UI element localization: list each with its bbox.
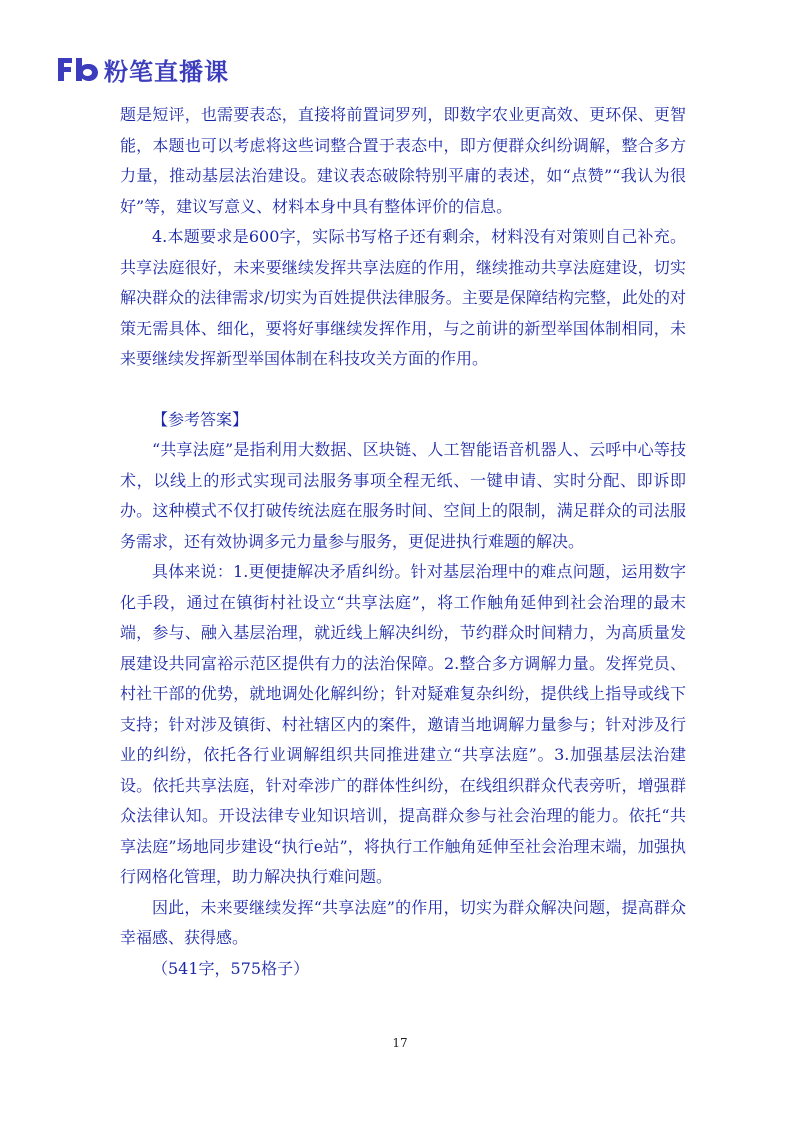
fenbi-logo-icon [56,54,100,84]
paragraph-analysis-point-4: 4.本题要求是600字，实际书写格子还有剩余，材料没有对策则自己补充。共享法庭很好，未来要继续发挥共享法庭的作用，继续推动共享法庭建设，切实解决群众的法律需求/切实为百姓提供法律服务。主要是保障结构完整，此处的对策无需具体、细化，要将好事继续发挥作用，与之前讲的新型举国体制相同，未来要继续发挥新型举国体制在科技攻关方面的作用。 [120,227,686,368]
reference-answer-heading: 【参考答案】 [152,409,249,429]
page-header [56,52,229,86]
answer-paragraph-details: 具体来说：1.更便捷解决矛盾纠纷。针对基层治理中的难点问题，运用数字化手段，通过在镇街村社设立“共享法庭”，将工作触角延伸到社会治理的最末端，参与、融入基层治理，就近线上解决纠纷，节约群众时间精力，为高质量发展建设共同富裕示范区提供有力的法治保障。2.整合多方调解力量。发挥党员、村社干部的优势，就地调处化解纠纷；针对疑难复杂纠纷，提供线上指导或线下支持；针对涉及镇街、村社辖区内的案件，邀请当地调解力量参与；针对涉及行业的纠纷，依托各行业调解组织共同推进建立“共享法庭”。3.加强基层法治建设。依托共享法庭，针对牵涉广的群体性纠纷，在线组织群众代表旁听，增强群众法律认知。开设法律专业知识培训，提高群众参与社会治理的能力。依托“共享法庭”场地同步建设“执行e站”，将执行工作触角延伸至社会治理末端，加强执行网格化管理，助力解决执行难问题。 [120,562,686,886]
brand-name: 粉笔直播课 [104,57,229,86]
word-count-note: （541字，575格子） [152,958,310,978]
spacer [120,375,686,405]
answer-paragraph-definition: “共享法庭”是指利用大数据、区块链、人工智能语音机器人、云呼中心等技术，以线上的形式实现司法服务事项全程无纸、一键申请、实时分配、即诉即办。这种模式不仅打破传统法庭在服务时间、空间上的限制，满足群众的司法服务需求，还有效协调多元力量参与服务，更促进执行难题的解决。 [120,440,686,551]
answer-paragraph-conclusion: 因此，未来要继续发挥“共享法庭”的作用，切实为群众解决问题，提高群众幸福感、获得感。 [120,897,686,947]
page-number: 17 [392,1036,408,1050]
paragraph-analysis-continued: 题是短评，也需要表态，直接将前置词罗列，即数字农业更高效、更环保、更智能，本题也可以考虑将这些词整合置于表态中，即方便群众纠纷调解，整合多方力量，推动基层法治建设。建议表态破除特别平庸的表述，如“点赞”“我认为很好”等，建议写意义、材料本身中具有整体评价的信息。 [120,105,686,216]
document-body [120,100,686,984]
